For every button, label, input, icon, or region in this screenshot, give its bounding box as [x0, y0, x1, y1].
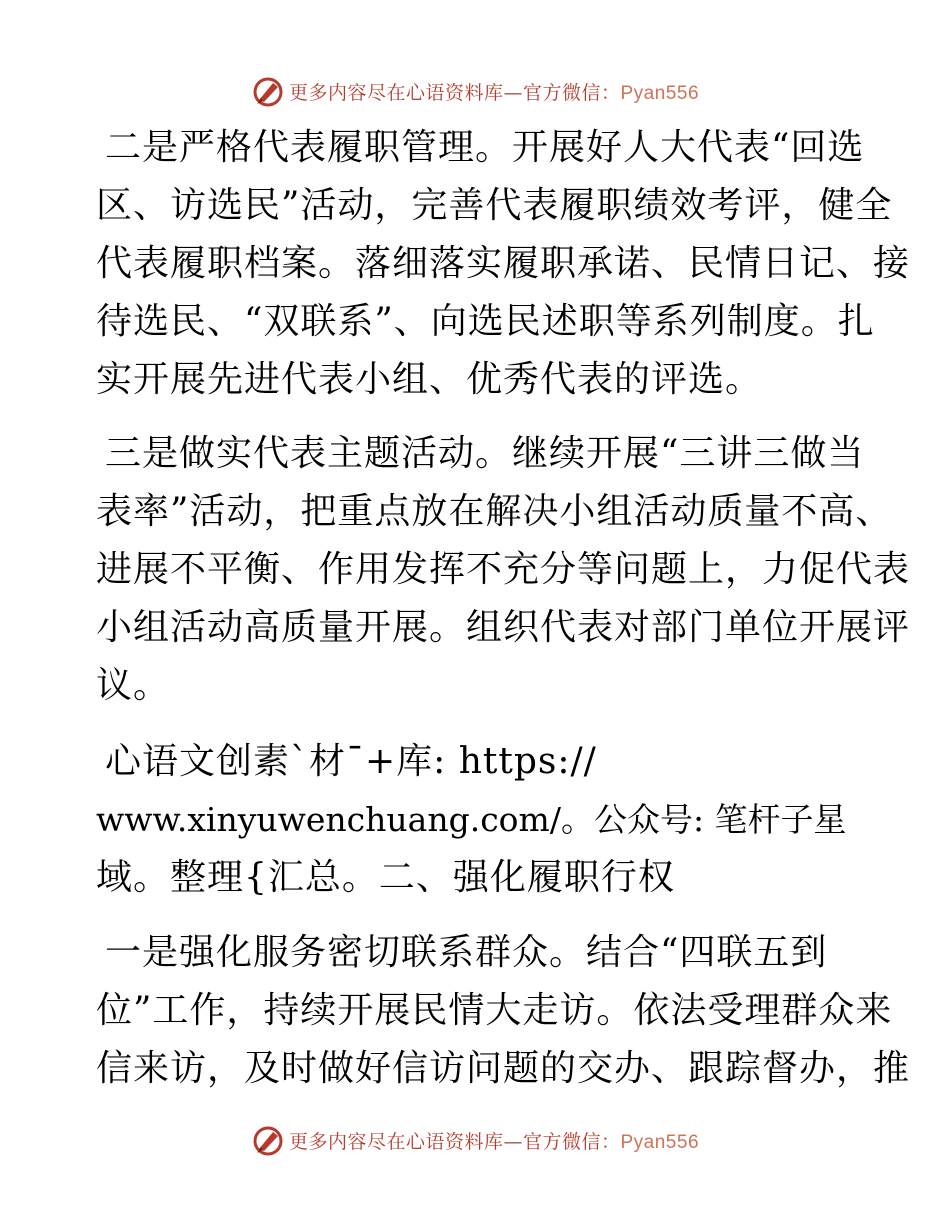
pen-nib-circle-icon	[251, 74, 285, 108]
text-line: 一是强化服务密切联系群众。结合“四联五到	[105, 932, 828, 973]
banner-text	[289, 1127, 699, 1154]
banner-separator: —	[503, 1130, 523, 1153]
text-line: 位”工作，持续开展民情大走访。依法受理群众来	[96, 990, 893, 1031]
banner-main: 更多内容尽在心语资料库	[288, 81, 504, 104]
text-line: 议。	[96, 665, 171, 706]
banner-official: 官方微信：	[522, 1130, 621, 1153]
text-line: 代表履职档案。落细落实履职承诺、民情日记、接	[96, 243, 911, 284]
text-line: 区、访选民”活动，完善代表履职绩效考评，健全	[96, 185, 893, 226]
text-line: 三是做实代表主题活动。继续开展“三讲三做当	[105, 433, 865, 474]
banner-text	[289, 78, 699, 105]
text-line: 心语文创素`材¯+库: https://	[105, 741, 597, 782]
text-line: 域。整理{汇总。二、强化履职行权	[96, 857, 675, 898]
text-line: 信来访，及时做好信访问题的交办、跟踪督办，推	[96, 1048, 911, 1089]
text-line: 进展不平衡、作用发挥不充分等问题上，力促代表	[96, 549, 911, 590]
banner-official: 官方微信：	[522, 81, 621, 104]
banner-wechat-id: Pyan556	[620, 82, 700, 104]
banner-main: 更多内容尽在心语资料库	[288, 1130, 504, 1153]
banner-separator: —	[503, 81, 523, 104]
pen-nib-circle-icon	[251, 1123, 285, 1157]
footer-banner	[0, 1120, 950, 1160]
text-line: 待选民、“双联系”、向选民述职等系列制度。扎	[96, 301, 875, 342]
header-banner	[0, 71, 950, 111]
text-line: www.xinyuwenchuang.com/。公众号: 笔杆子星	[96, 800, 847, 839]
text-line: 二是严格代表履职管理。开展好人大代表“回选	[105, 127, 865, 168]
text-line: 小组活动高质量开展。组织代表对部门单位开展评	[96, 607, 911, 648]
banner-wechat-id: Pyan556	[620, 1131, 700, 1153]
text-line: 实开展先进代表小组、优秀代表的评选。	[96, 359, 763, 400]
text-line: 表率”活动，把重点放在解决小组活动质量不高、	[96, 491, 893, 532]
